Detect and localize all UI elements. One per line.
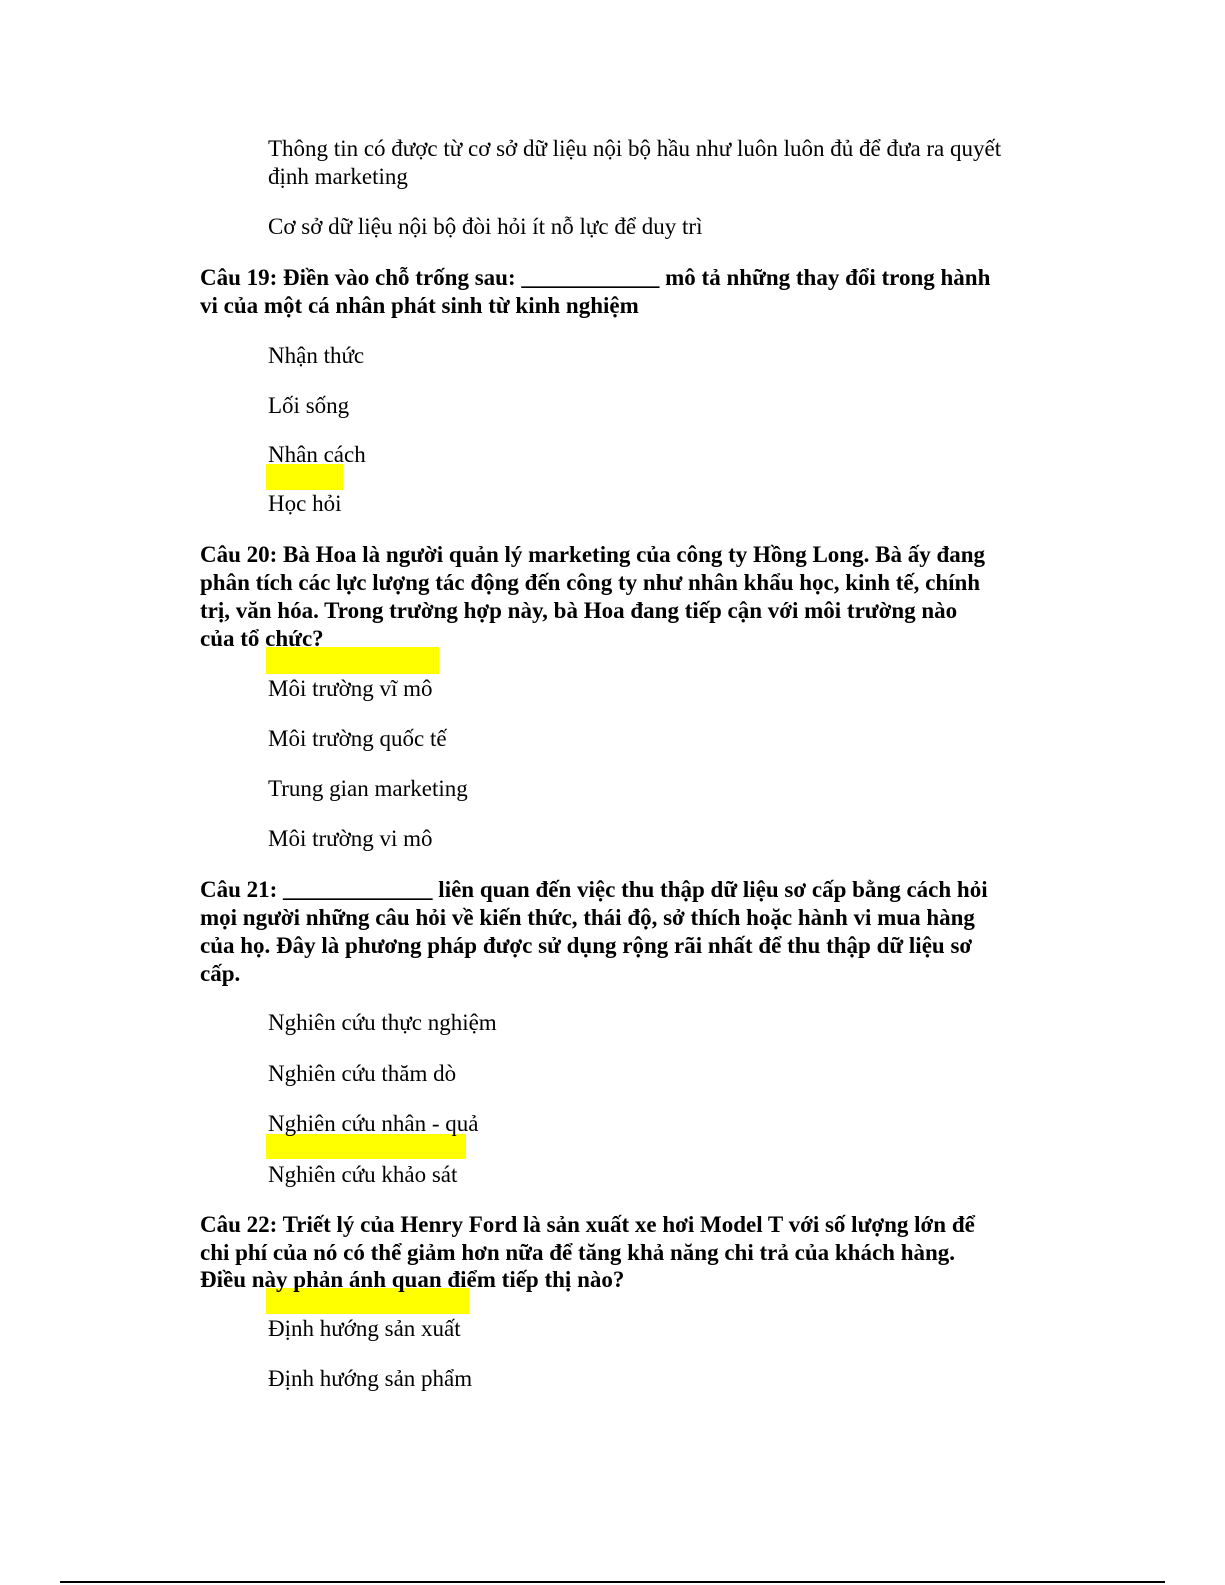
- question-21-text: cấp.: [200, 961, 241, 986]
- question-20-option: Môi trường vi mô: [268, 826, 433, 851]
- question-21-option: Nghiên cứu nhân - quả: [268, 1111, 479, 1136]
- question-22-text: chi phí của nó có thể giảm hơn nữa để tăng khả năng chi trả của khách hàng.: [200, 1240, 956, 1265]
- question-22-text: Câu 22: Triết lý của Henry Ford là sản xuất xe hơi Model T với số lượng lớn để: [200, 1212, 975, 1237]
- question-19-option: Nhận thức: [268, 343, 365, 368]
- question-19-option: Học hỏi: [268, 491, 342, 516]
- option-text: Thông tin có được từ cơ sở dữ liệu nội bộ hầu như luôn luôn đủ để đưa ra quyết: [268, 136, 1002, 161]
- question-19-option: Nhân cách: [268, 442, 366, 467]
- question-19-text: Câu 19: Điền vào chỗ trống sau: ____________ mô tả những thay đổi trong hành: [200, 265, 991, 290]
- page-bottom-rule: [60, 1581, 1165, 1583]
- question-21-text: Câu 21: _____________ liên quan đến việc thu thập dữ liệu sơ cấp bằng cách hỏi: [200, 877, 988, 902]
- question-22-option: Định hướng sản phẩm: [268, 1366, 473, 1391]
- option-text: Cơ sở dữ liệu nội bộ đòi hỏi ít nỗ lực để duy trì: [268, 214, 703, 239]
- question-21-option: Nghiên cứu khảo sát: [268, 1162, 458, 1187]
- question-22-text: Điều này phản ánh quan điểm tiếp thị nào?: [200, 1267, 625, 1292]
- question-19-option: Lối sống: [268, 393, 350, 418]
- option-text: định marketing: [268, 164, 408, 189]
- question-21-text: mọi người những câu hỏi về kiến thức, thái độ, sở thích hoặc hành vi mua hàng: [200, 905, 975, 930]
- question-20-option: Môi trường vĩ mô: [268, 676, 433, 701]
- question-20-text: phân tích các lực lượng tác động đến công ty như nhân khẩu học, kinh tế, chính: [200, 570, 981, 595]
- question-22-option: Định hướng sản xuất: [268, 1316, 461, 1341]
- question-21-option: Nghiên cứu thực nghiệm: [268, 1010, 497, 1035]
- question-20-option: Trung gian marketing: [268, 776, 468, 801]
- question-19-text: vi của một cá nhân phát sinh từ kinh nghiệm: [200, 293, 639, 318]
- question-20-text: của tổ chức?: [200, 626, 324, 651]
- question-20-text: Câu 20: Bà Hoa là người quản lý marketing của công ty Hồng Long. Bà ấy đang: [200, 542, 986, 567]
- question-21-text: của họ. Đây là phương pháp được sử dụng rộng rãi nhất để thu thập dữ liệu sơ: [200, 933, 973, 958]
- question-21-option: Nghiên cứu thăm dò: [268, 1061, 457, 1086]
- question-20-option: Môi trường quốc tế: [268, 726, 447, 751]
- question-20-text: trị, văn hóa. Trong trường hợp này, bà Hoa đang tiếp cận với môi trường nào: [200, 598, 958, 623]
